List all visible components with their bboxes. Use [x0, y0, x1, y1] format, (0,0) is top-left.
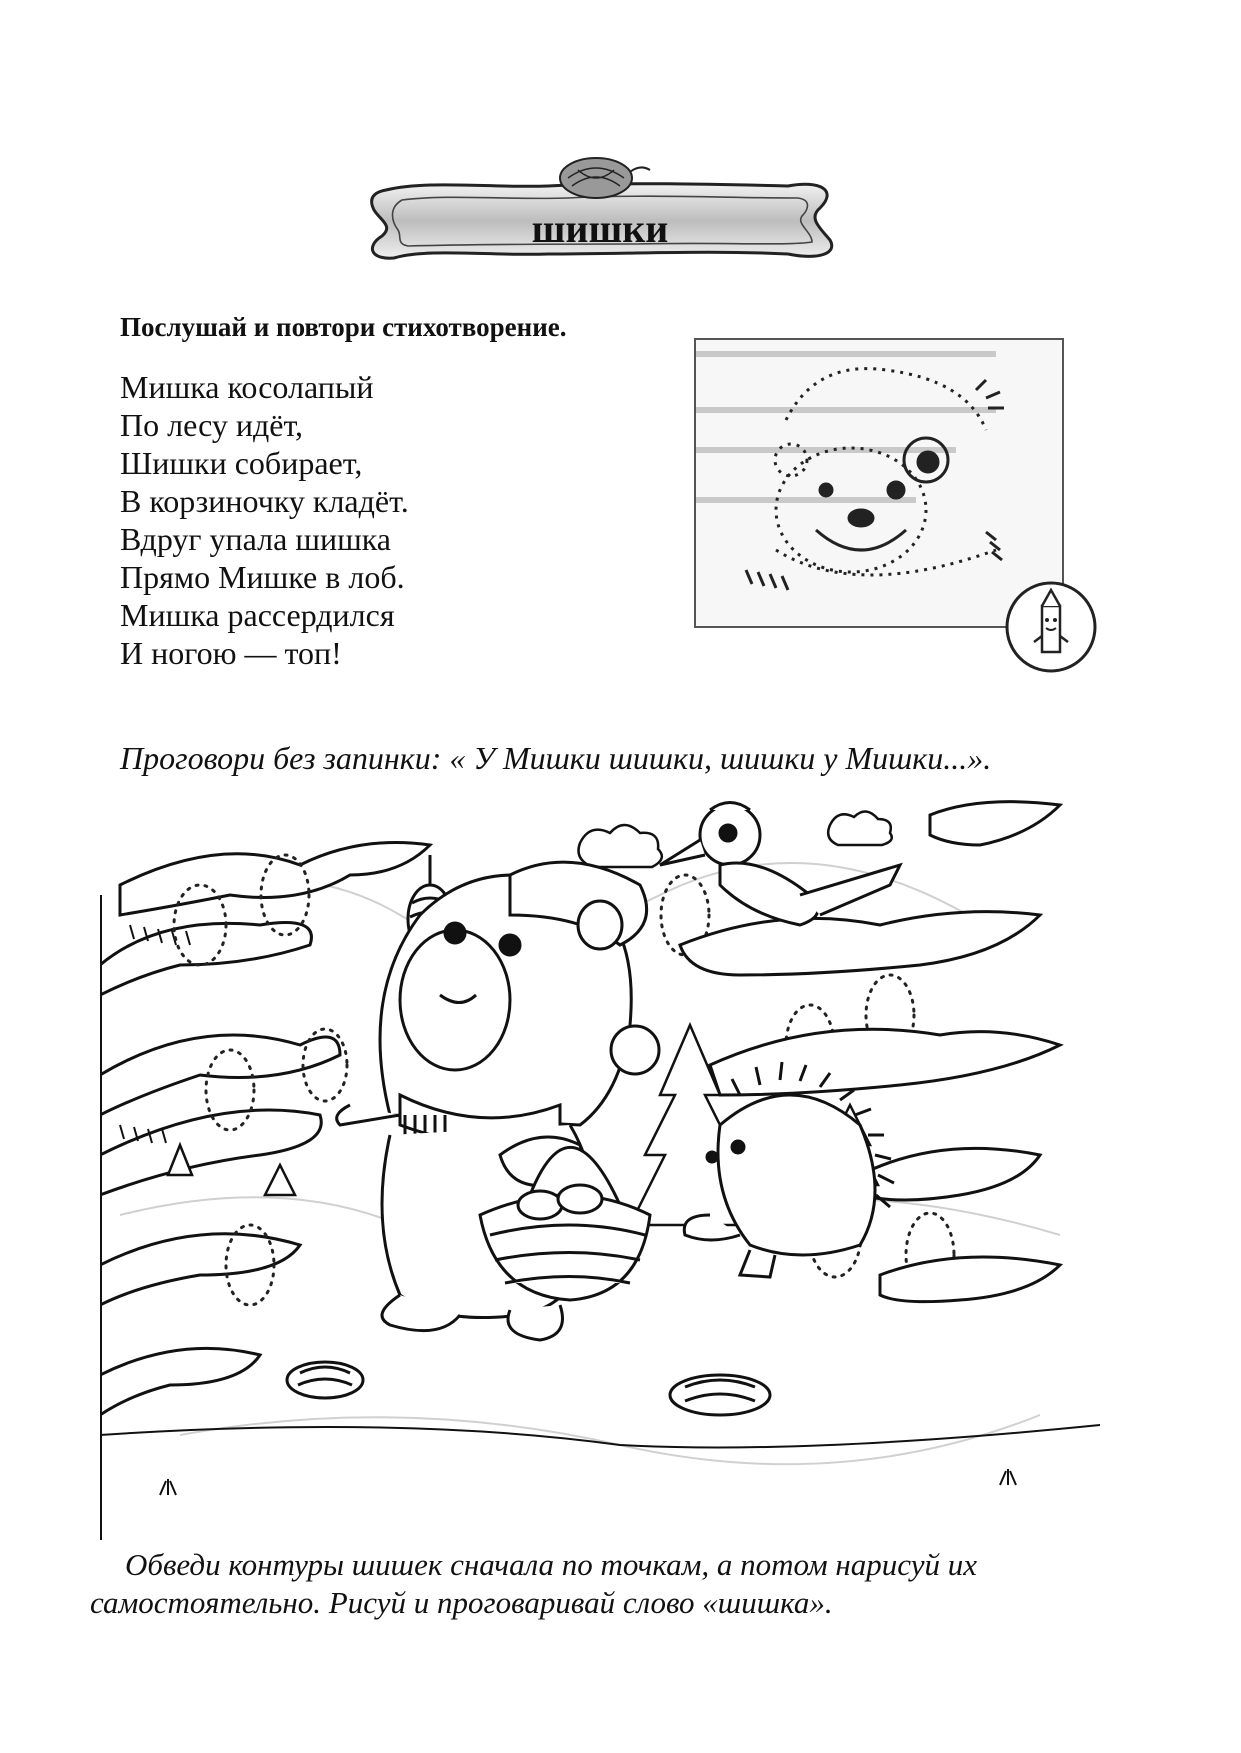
bear-head-icon: [746, 369, 1004, 590]
poem-line: Шишки собирает,: [120, 445, 363, 481]
fir-tree-left: [100, 843, 430, 1541]
poem-line: Вдруг упала шишка: [120, 521, 391, 557]
forest-scene-illustration: [100, 795, 1100, 1540]
tongue-twister-text: Проговори без запинки: « У Мишки шишки, шишки у Мишки...».: [120, 740, 992, 776]
banner-graphic: [368, 150, 838, 280]
poem: [120, 368, 409, 672]
poem-line: Мишка косолапый: [120, 369, 374, 405]
ground-pine-cone: [287, 1362, 770, 1415]
task-text: [90, 1546, 1110, 1622]
banner-title: шишки: [531, 206, 669, 251]
poem-line: В корзиночку кладёт.: [120, 483, 409, 519]
task-line: Обведи контуры шишек сначала по точкам, а потом нарисуй их: [125, 1547, 978, 1582]
instruction-text: Послушай и повтори стихотворение.: [120, 312, 567, 342]
poem-line: По лесу идёт,: [120, 407, 304, 443]
title-banner: [368, 150, 838, 280]
poem-line: И ногою — топ!: [120, 635, 342, 671]
poem-line: Прямо Мишке в лоб.: [120, 559, 405, 595]
pencil-badge-icon: [1004, 580, 1098, 674]
task-line: самостоятельно. Рисуй и проговаривай слово «шишка».: [90, 1585, 833, 1620]
poem-line: Мишка рассердился: [120, 597, 395, 633]
